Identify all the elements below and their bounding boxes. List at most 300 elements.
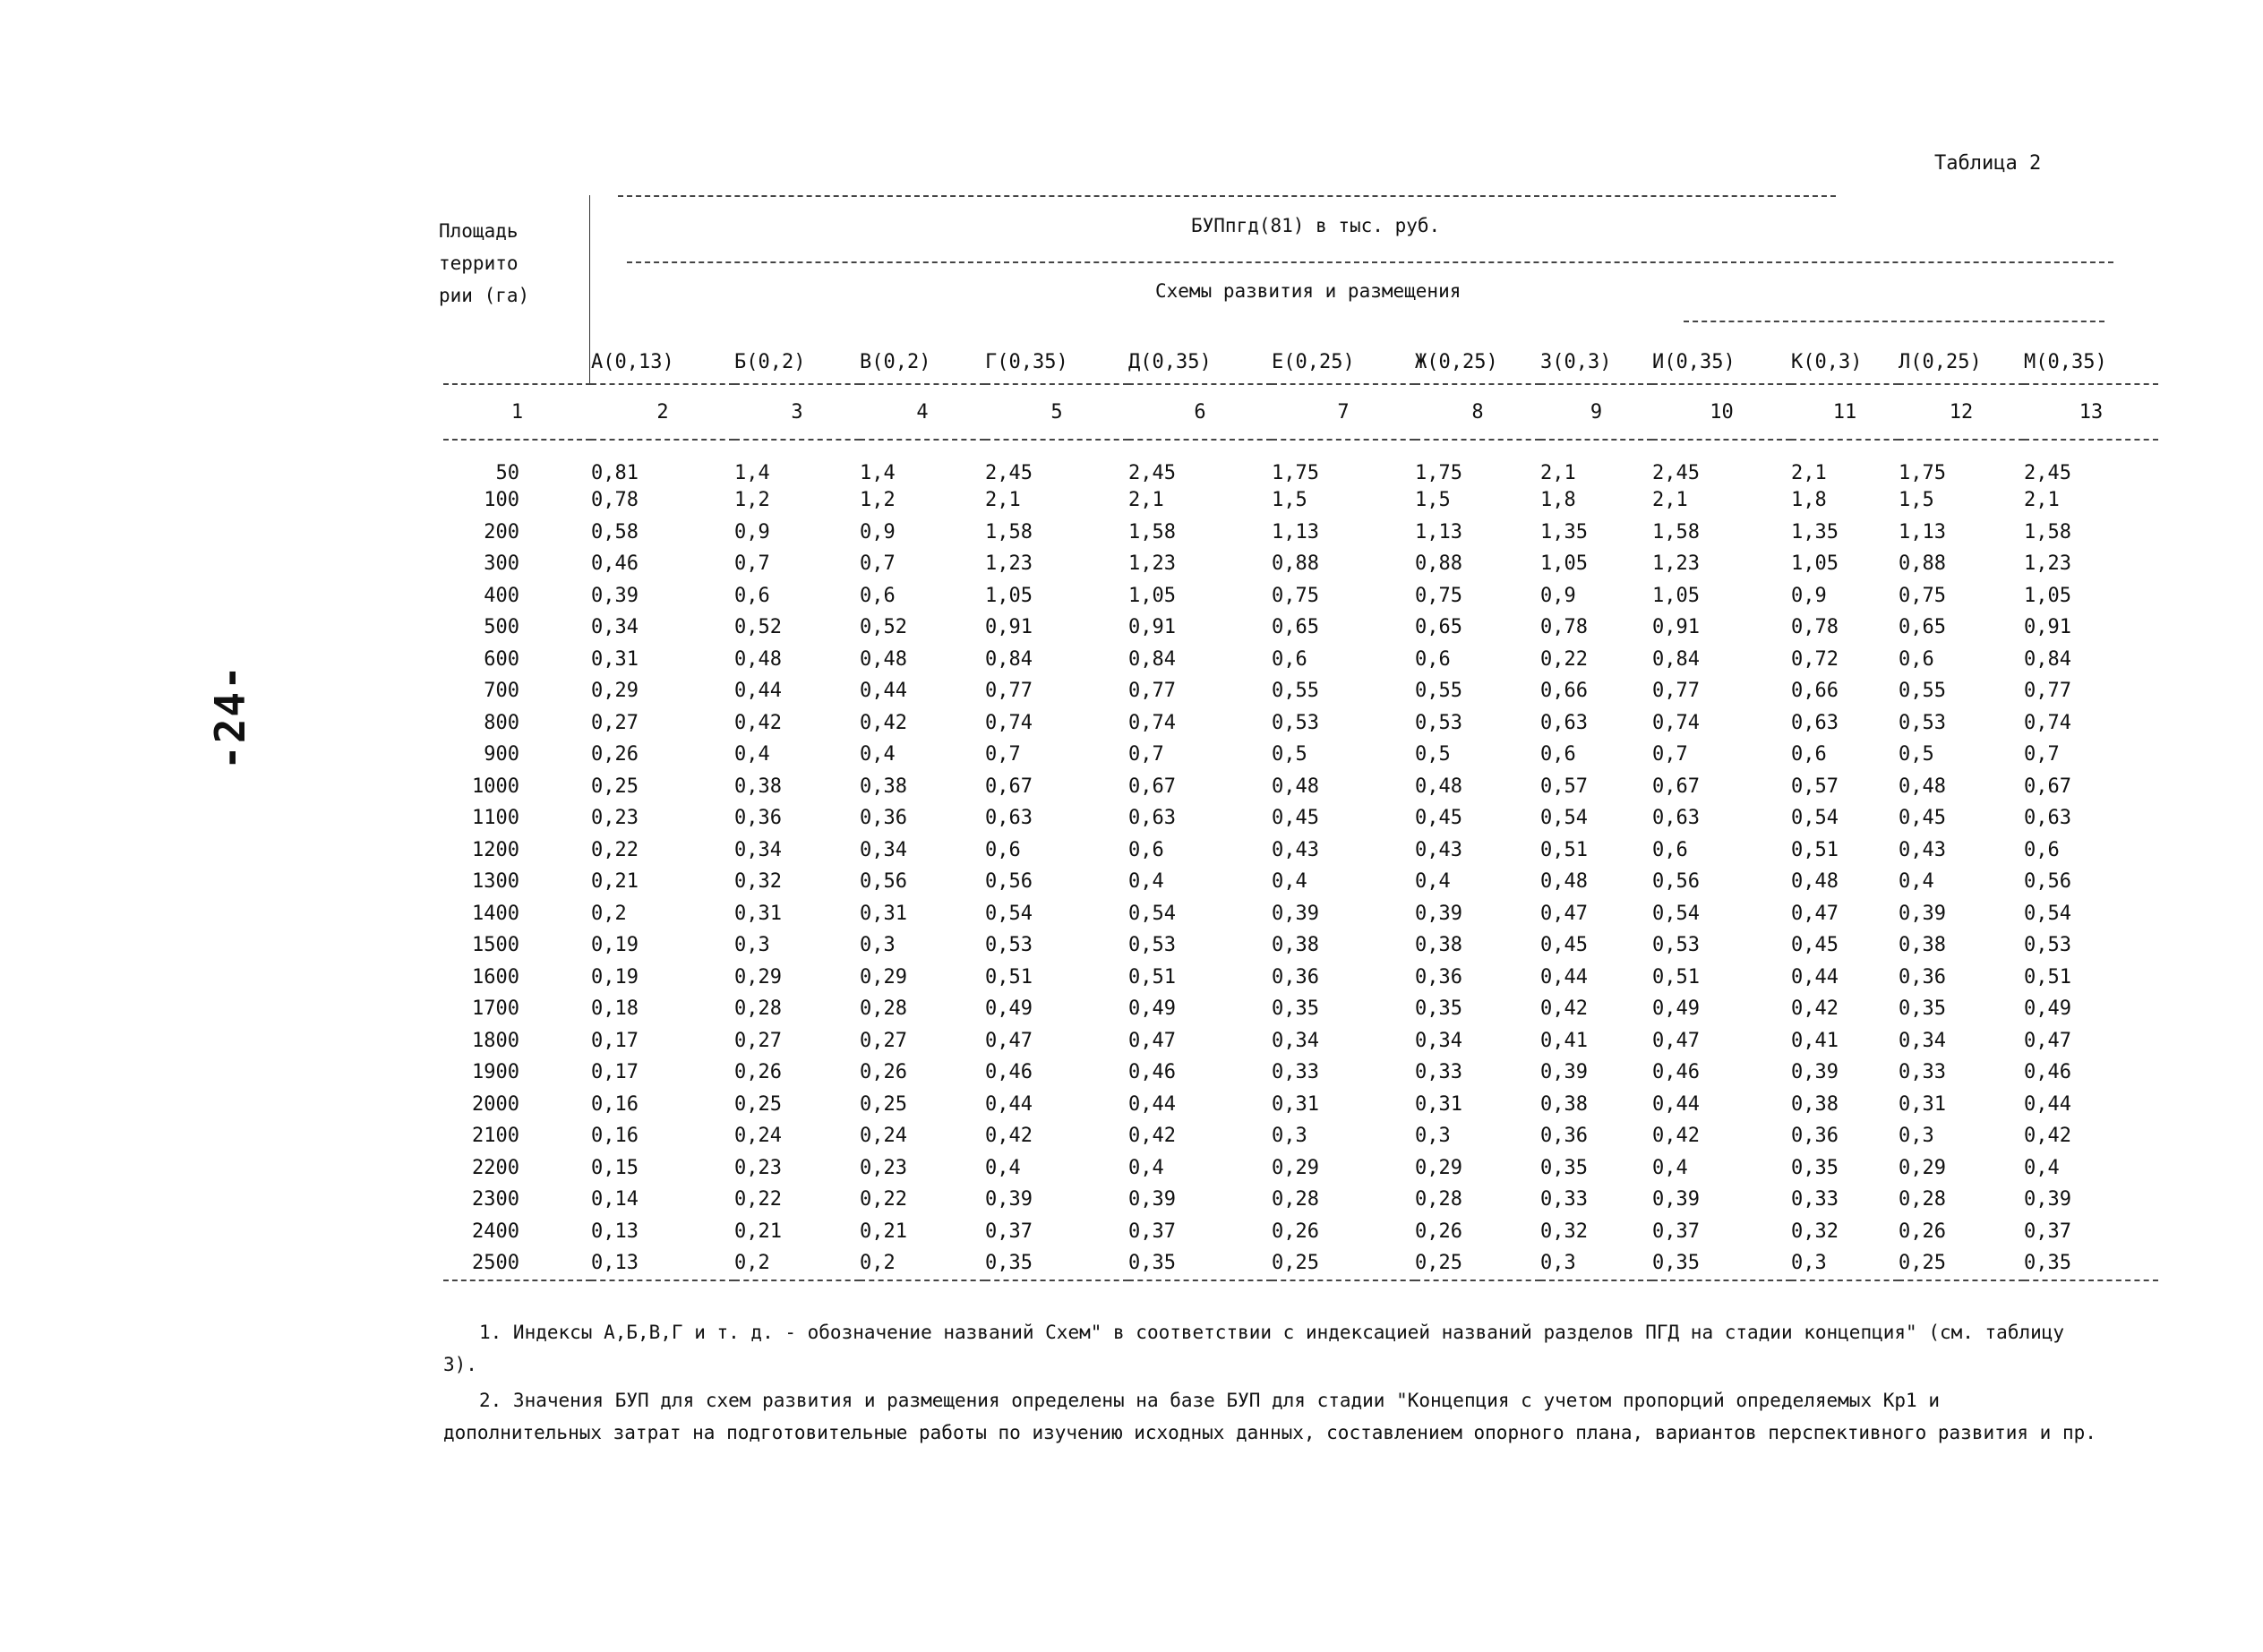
- value-cell: 0,3: [1899, 1125, 1934, 1148]
- value-cell: 1,35: [1540, 520, 1588, 544]
- value-cell: 0,51: [1540, 838, 1588, 861]
- value-cell: 0,7: [1652, 743, 1688, 766]
- column-number: 5: [1050, 400, 1063, 424]
- value-cell: 0,78: [591, 489, 639, 512]
- value-cell: 0,26: [1272, 1220, 1319, 1243]
- value-cell: 0,16: [591, 1125, 639, 1148]
- column-header: Ж(0,25): [1415, 350, 1498, 373]
- area-cell: 2100: [472, 1125, 519, 1148]
- value-cell: 0,26: [1415, 1220, 1462, 1243]
- value-cell: 0,56: [2024, 870, 2071, 894]
- value-cell: 0,28: [734, 997, 782, 1021]
- value-cell: 0,29: [734, 965, 782, 989]
- column-header-row: [443, 340, 2158, 384]
- value-cell: 0,39: [1128, 1188, 1176, 1211]
- value-cell: 0,36: [1540, 1125, 1588, 1148]
- value-cell: 0,9: [734, 520, 770, 544]
- value-cell: 0,24: [734, 1125, 782, 1148]
- value-cell: 0,53: [2024, 934, 2071, 957]
- value-cell: 0,41: [1791, 1029, 1839, 1052]
- table-row: [443, 707, 2158, 740]
- value-cell: 0,65: [1899, 616, 1946, 639]
- value-cell: 0,42: [985, 1125, 1033, 1148]
- value-cell: 0,9: [1791, 584, 1827, 607]
- value-cell: 0,5: [1415, 743, 1451, 766]
- stub-header-line: террито: [439, 253, 519, 274]
- area-cell: 1200: [472, 838, 519, 861]
- value-cell: 1,23: [985, 552, 1033, 576]
- value-cell: 0,3: [1540, 1252, 1576, 1275]
- value-cell: 2,1: [1128, 489, 1164, 512]
- value-cell: 0,44: [860, 680, 907, 703]
- value-cell: 0,77: [2024, 680, 2071, 703]
- value-cell: 0,48: [734, 647, 782, 671]
- column-header: Г(0,35): [985, 350, 1068, 373]
- value-cell: 0,44: [985, 1092, 1033, 1116]
- value-cell: 0,13: [591, 1220, 639, 1243]
- value-cell: 0,29: [860, 965, 907, 989]
- table-row: [443, 1089, 2158, 1121]
- value-cell: 0,47: [1652, 1029, 1700, 1052]
- column-header: Б(0,2): [734, 350, 806, 373]
- value-cell: 0,25: [1272, 1252, 1319, 1275]
- column-header: М(0,35): [2024, 350, 2107, 373]
- value-cell: 0,29: [1899, 1156, 1946, 1179]
- value-cell: 0,5: [1272, 743, 1307, 766]
- column-header: З(0,3): [1540, 350, 1612, 373]
- area-cell: 2000: [472, 1092, 519, 1116]
- value-cell: 0,81: [591, 462, 639, 484]
- value-cell: 0,38: [860, 775, 907, 798]
- value-cell: 1,75: [1899, 462, 1946, 484]
- value-cell: 0,53: [985, 934, 1033, 957]
- value-cell: 0,55: [1272, 680, 1319, 703]
- value-cell: 1,05: [2024, 584, 2071, 607]
- value-cell: 0,53: [1899, 711, 1946, 734]
- area-cell: 600: [484, 647, 519, 671]
- value-cell: 0,35: [985, 1252, 1033, 1275]
- value-cell: 0,72: [1791, 647, 1839, 671]
- table-row: [443, 771, 2158, 803]
- value-cell: 0,33: [1272, 1061, 1319, 1084]
- value-cell: 1,8: [1791, 489, 1827, 512]
- value-cell: 2,45: [985, 462, 1033, 484]
- value-cell: 0,32: [1540, 1220, 1588, 1243]
- value-cell: 0,4: [860, 743, 896, 766]
- table-title: Таблица 2: [1934, 152, 2042, 175]
- value-cell: 0,54: [1791, 807, 1839, 830]
- value-cell: 1,2: [860, 489, 896, 512]
- area-cell: 2500: [472, 1252, 519, 1275]
- value-cell: 0,21: [591, 870, 639, 894]
- value-cell: 0,49: [2024, 997, 2071, 1021]
- value-cell: 0,39: [591, 584, 639, 607]
- value-cell: 0,47: [2024, 1029, 2071, 1052]
- value-cell: 0,34: [1272, 1029, 1319, 1052]
- value-cell: 0,45: [1415, 807, 1462, 830]
- value-cell: 2,1: [1652, 489, 1688, 512]
- value-cell: 0,77: [1652, 680, 1700, 703]
- value-cell: 0,53: [1128, 934, 1176, 957]
- value-cell: 0,25: [591, 775, 639, 798]
- value-cell: 0,15: [591, 1156, 639, 1179]
- value-cell: 0,38: [1899, 934, 1946, 957]
- value-cell: 0,46: [1652, 1061, 1700, 1084]
- value-cell: 0,63: [1652, 807, 1700, 830]
- table-row: [443, 1025, 2158, 1057]
- value-cell: 0,39: [1652, 1188, 1700, 1211]
- value-cell: 0,46: [985, 1061, 1033, 1084]
- value-cell: 0,4: [1272, 870, 1307, 894]
- value-cell: 0,74: [1128, 711, 1176, 734]
- area-cell: 2400: [472, 1220, 519, 1243]
- value-cell: 2,45: [1652, 462, 1700, 484]
- value-cell: 0,5: [1899, 743, 1934, 766]
- value-cell: 0,23: [860, 1156, 907, 1179]
- value-cell: 0,45: [1272, 807, 1319, 830]
- value-cell: 0,6: [1791, 743, 1827, 766]
- value-cell: 0,45: [1791, 934, 1839, 957]
- stub-header-line: рии (га): [439, 285, 530, 306]
- value-cell: 0,65: [1415, 616, 1462, 639]
- value-cell: 0,36: [734, 807, 782, 830]
- value-cell: 0,48: [1415, 775, 1462, 798]
- value-cell: 0,34: [860, 838, 907, 861]
- column-number: 8: [1471, 400, 1484, 424]
- value-cell: 0,42: [1128, 1125, 1176, 1148]
- value-cell: 0,25: [1415, 1252, 1462, 1275]
- value-cell: 0,31: [1272, 1092, 1319, 1116]
- area-cell: 1100: [472, 807, 519, 830]
- value-cell: 0,21: [734, 1220, 782, 1243]
- value-cell: 0,2: [860, 1252, 896, 1275]
- value-cell: 0,28: [1272, 1188, 1319, 1211]
- table-row: [443, 675, 2158, 707]
- value-cell: 1,35: [1791, 520, 1839, 544]
- value-cell: 0,39: [1415, 902, 1462, 925]
- value-cell: 0,29: [591, 680, 639, 703]
- value-cell: 0,48: [1899, 775, 1946, 798]
- table-row: [443, 484, 2158, 517]
- note-1: 1. Индексы А,Б,В,Г и т. д. - обозначение названий Схем" в соответствии с индексацией названий разделов ПГД на стадии концепция" (см. таблицу 3).: [443, 1322, 2065, 1375]
- value-cell: 0,49: [985, 997, 1033, 1021]
- value-cell: 0,19: [591, 934, 639, 957]
- value-cell: 0,3: [1791, 1252, 1827, 1275]
- value-cell: 0,55: [1415, 680, 1462, 703]
- value-cell: 0,19: [591, 965, 639, 989]
- value-cell: 0,39: [1540, 1061, 1588, 1084]
- area-cell: 1800: [472, 1029, 519, 1052]
- value-cell: 0,34: [1415, 1029, 1462, 1052]
- value-cell: 2,1: [1791, 462, 1827, 484]
- table-row: [443, 898, 2158, 930]
- value-cell: 2,1: [1540, 462, 1576, 484]
- column-number: 13: [2079, 400, 2104, 424]
- value-cell: 0,7: [1128, 743, 1164, 766]
- area-cell: 2200: [472, 1156, 519, 1179]
- value-cell: 0,49: [1128, 997, 1176, 1021]
- value-cell: 0,39: [1791, 1061, 1839, 1084]
- value-cell: 0,35: [1272, 997, 1319, 1021]
- value-cell: 1,75: [1415, 462, 1462, 484]
- area-cell: 1700: [472, 997, 519, 1021]
- value-cell: 0,51: [1652, 965, 1700, 989]
- value-cell: 0,26: [734, 1061, 782, 1084]
- value-cell: 0,31: [1415, 1092, 1462, 1116]
- table-notes: [443, 1316, 2109, 1449]
- note-2: 2. Значения БУП для схем развития и размещения определены на базе БУП для стадии "Концепция с учетом пропорций определяемых Кр1 и дополнительных затрат на подготовительные работы по изучению исходных данных, составлением опорного плана, вариантов перспективного развития и пр.: [443, 1390, 2096, 1443]
- value-cell: 0,31: [1899, 1092, 1946, 1116]
- value-cell: 0,51: [985, 965, 1033, 989]
- value-cell: 0,3: [860, 934, 896, 957]
- value-cell: 0,66: [1540, 680, 1588, 703]
- table-row: [443, 1057, 2158, 1089]
- value-cell: 1,05: [985, 584, 1033, 607]
- value-cell: 0,6: [860, 584, 896, 607]
- value-cell: 1,05: [1791, 552, 1839, 576]
- value-cell: 1,58: [985, 520, 1033, 544]
- value-cell: 0,33: [1791, 1188, 1839, 1211]
- value-cell: 0,48: [860, 647, 907, 671]
- value-cell: 0,46: [2024, 1061, 2071, 1084]
- value-cell: 0,91: [1652, 616, 1700, 639]
- value-cell: 0,4: [1899, 870, 1934, 894]
- value-cell: 0,4: [2024, 1156, 2060, 1179]
- value-cell: 0,37: [985, 1220, 1033, 1243]
- value-cell: 1,4: [860, 462, 896, 484]
- column-number: 7: [1337, 400, 1350, 424]
- value-cell: 0,37: [1652, 1220, 1700, 1243]
- area-cell: 900: [484, 743, 519, 766]
- value-cell: 1,13: [1899, 520, 1946, 544]
- value-cell: 0,42: [860, 711, 907, 734]
- value-cell: 0,17: [591, 1029, 639, 1052]
- table-row: [443, 739, 2158, 771]
- header-rule-mid: [627, 261, 2113, 263]
- area-cell: 50: [495, 462, 519, 484]
- value-cell: 0,26: [1899, 1220, 1946, 1243]
- table-row: [443, 866, 2158, 898]
- value-cell: 0,35: [1791, 1156, 1839, 1179]
- value-cell: 0,44: [734, 680, 782, 703]
- value-cell: 0,74: [2024, 711, 2071, 734]
- value-cell: 0,38: [1791, 1092, 1839, 1116]
- area-cell: 100: [484, 489, 519, 512]
- value-cell: 0,22: [1540, 647, 1588, 671]
- value-cell: 0,31: [860, 902, 907, 925]
- value-cell: 0,84: [985, 647, 1033, 671]
- value-cell: 1,58: [1652, 520, 1700, 544]
- table-row: [443, 644, 2158, 676]
- value-cell: 0,4: [1128, 1156, 1164, 1179]
- value-cell: 0,36: [860, 807, 907, 830]
- value-cell: 0,51: [1791, 838, 1839, 861]
- value-cell: 0,77: [985, 680, 1033, 703]
- value-cell: 0,25: [1899, 1252, 1946, 1275]
- area-cell: 1000: [472, 775, 519, 798]
- column-header: И(0,35): [1652, 350, 1736, 373]
- value-cell: 0,42: [2024, 1125, 2071, 1148]
- area-cell: 1400: [472, 902, 519, 925]
- value-cell: 0,34: [591, 616, 639, 639]
- value-cell: 0,6: [1652, 838, 1688, 861]
- column-number: 4: [916, 400, 929, 424]
- column-number: 1: [510, 400, 524, 424]
- value-cell: 0,6: [734, 584, 770, 607]
- value-cell: 0,23: [734, 1156, 782, 1179]
- value-cell: 0,3: [1415, 1125, 1451, 1148]
- value-cell: 0,27: [860, 1029, 907, 1052]
- table-row: [443, 929, 2158, 962]
- value-cell: 0,14: [591, 1188, 639, 1211]
- column-header-empty: [443, 340, 591, 384]
- value-cell: 0,6: [1128, 838, 1164, 861]
- table-main-header: БУПпгд(81) в тыс. руб.: [1191, 215, 1441, 236]
- value-cell: 0,25: [860, 1092, 907, 1116]
- value-cell: 0,47: [985, 1029, 1033, 1052]
- table-row: [443, 548, 2158, 580]
- column-number: 11: [1832, 400, 1857, 424]
- value-cell: 1,8: [1540, 489, 1576, 512]
- value-cell: 0,54: [1128, 902, 1176, 925]
- area-cell: 300: [484, 552, 519, 576]
- value-cell: 0,44: [1652, 1092, 1700, 1116]
- value-cell: 0,42: [734, 711, 782, 734]
- value-cell: 0,78: [1791, 616, 1839, 639]
- value-cell: 0,28: [1415, 1188, 1462, 1211]
- value-cell: 0,24: [860, 1125, 907, 1148]
- table-sub-header: Схемы развития и размещения: [1155, 280, 1462, 302]
- value-cell: 1,58: [1128, 520, 1176, 544]
- value-cell: 0,44: [1791, 965, 1839, 989]
- stub-header-line: Площадь: [439, 220, 519, 242]
- table-row: [443, 580, 2158, 612]
- table-row: [443, 962, 2158, 994]
- column-number: 2: [656, 400, 669, 424]
- value-cell: 0,84: [1652, 647, 1700, 671]
- value-cell: 0,88: [1272, 552, 1319, 576]
- value-cell: 1,2: [734, 489, 770, 512]
- value-cell: 0,7: [2024, 743, 2060, 766]
- table-row: [443, 1152, 2158, 1185]
- value-cell: 0,44: [1540, 965, 1588, 989]
- value-cell: 0,28: [1899, 1188, 1946, 1211]
- value-cell: 0,3: [1272, 1125, 1307, 1148]
- stub-header: [439, 215, 591, 312]
- column-header: Е(0,25): [1272, 350, 1355, 373]
- column-number: 6: [1194, 400, 1206, 424]
- value-cell: 0,41: [1540, 1029, 1588, 1052]
- page-number: -24-: [206, 663, 254, 770]
- value-cell: 0,52: [860, 616, 907, 639]
- value-cell: 0,56: [1652, 870, 1700, 894]
- value-cell: 0,7: [985, 743, 1021, 766]
- table-row: [443, 1184, 2158, 1216]
- value-cell: 0,54: [1652, 902, 1700, 925]
- area-cell: 1900: [472, 1061, 519, 1084]
- value-cell: 0,4: [985, 1156, 1021, 1179]
- value-cell: 0,23: [591, 807, 639, 830]
- value-cell: 0,63: [1791, 711, 1839, 734]
- value-cell: 1,58: [2024, 520, 2071, 544]
- header-rule-sub: [1684, 321, 2104, 322]
- value-cell: 1,4: [734, 462, 770, 484]
- table-row: [443, 802, 2158, 835]
- value-cell: 0,35: [2024, 1252, 2071, 1275]
- value-cell: 0,36: [1415, 965, 1462, 989]
- value-cell: 0,67: [1652, 775, 1700, 798]
- value-cell: 1,23: [1128, 552, 1176, 576]
- value-cell: 0,74: [985, 711, 1033, 734]
- value-cell: 2,45: [1128, 462, 1176, 484]
- data-table: [443, 340, 2158, 1281]
- value-cell: 0,67: [1128, 775, 1176, 798]
- value-cell: 0,56: [860, 870, 907, 894]
- value-cell: 0,32: [734, 870, 782, 894]
- value-cell: 0,42: [1540, 997, 1588, 1021]
- value-cell: 0,22: [860, 1188, 907, 1211]
- value-cell: 0,26: [860, 1061, 907, 1084]
- value-cell: 0,6: [1540, 743, 1576, 766]
- column-number-row: [443, 384, 2158, 440]
- value-cell: 1,5: [1272, 489, 1307, 512]
- value-cell: 0,53: [1415, 711, 1462, 734]
- value-cell: 0,56: [985, 870, 1033, 894]
- value-cell: 0,57: [1540, 775, 1588, 798]
- value-cell: 0,47: [1128, 1029, 1176, 1052]
- column-header: В(0,2): [860, 350, 931, 373]
- value-cell: 0,35: [1899, 997, 1946, 1021]
- value-cell: 0,33: [1415, 1061, 1462, 1084]
- value-cell: 0,54: [2024, 902, 2071, 925]
- value-cell: 0,52: [734, 616, 782, 639]
- area-cell: 1300: [472, 870, 519, 894]
- value-cell: 0,35: [1540, 1156, 1588, 1179]
- value-cell: 1,5: [1415, 489, 1451, 512]
- value-cell: 0,58: [591, 520, 639, 544]
- value-cell: 0,44: [1128, 1092, 1176, 1116]
- header-rule-top: [618, 195, 1836, 197]
- area-cell: 800: [484, 711, 519, 734]
- value-cell: 0,35: [1128, 1252, 1176, 1275]
- value-cell: 0,91: [2024, 616, 2071, 639]
- value-cell: 0,2: [734, 1252, 770, 1275]
- value-cell: 0,38: [1540, 1092, 1588, 1116]
- table-row: [443, 1216, 2158, 1248]
- value-cell: 0,44: [2024, 1092, 2071, 1116]
- value-cell: 0,36: [1899, 965, 1946, 989]
- value-cell: 0,43: [1272, 838, 1319, 861]
- value-cell: 0,84: [2024, 647, 2071, 671]
- value-cell: 0,6: [985, 838, 1021, 861]
- value-cell: 0,36: [1272, 965, 1319, 989]
- value-cell: 0,75: [1272, 584, 1319, 607]
- value-cell: 2,1: [2024, 489, 2060, 512]
- value-cell: 0,57: [1791, 775, 1839, 798]
- value-cell: 0,37: [2024, 1220, 2071, 1243]
- column-header: К(0,3): [1791, 350, 1863, 373]
- area-cell: 200: [484, 520, 519, 544]
- value-cell: 1,05: [1128, 584, 1176, 607]
- value-cell: 0,45: [1540, 934, 1588, 957]
- column-header: А(0,13): [591, 350, 674, 373]
- value-cell: 0,88: [1415, 552, 1462, 576]
- value-cell: 0,38: [1415, 934, 1462, 957]
- value-cell: 0,75: [1899, 584, 1946, 607]
- value-cell: 2,1: [985, 489, 1021, 512]
- value-cell: 0,21: [860, 1220, 907, 1243]
- value-cell: 1,75: [1272, 462, 1319, 484]
